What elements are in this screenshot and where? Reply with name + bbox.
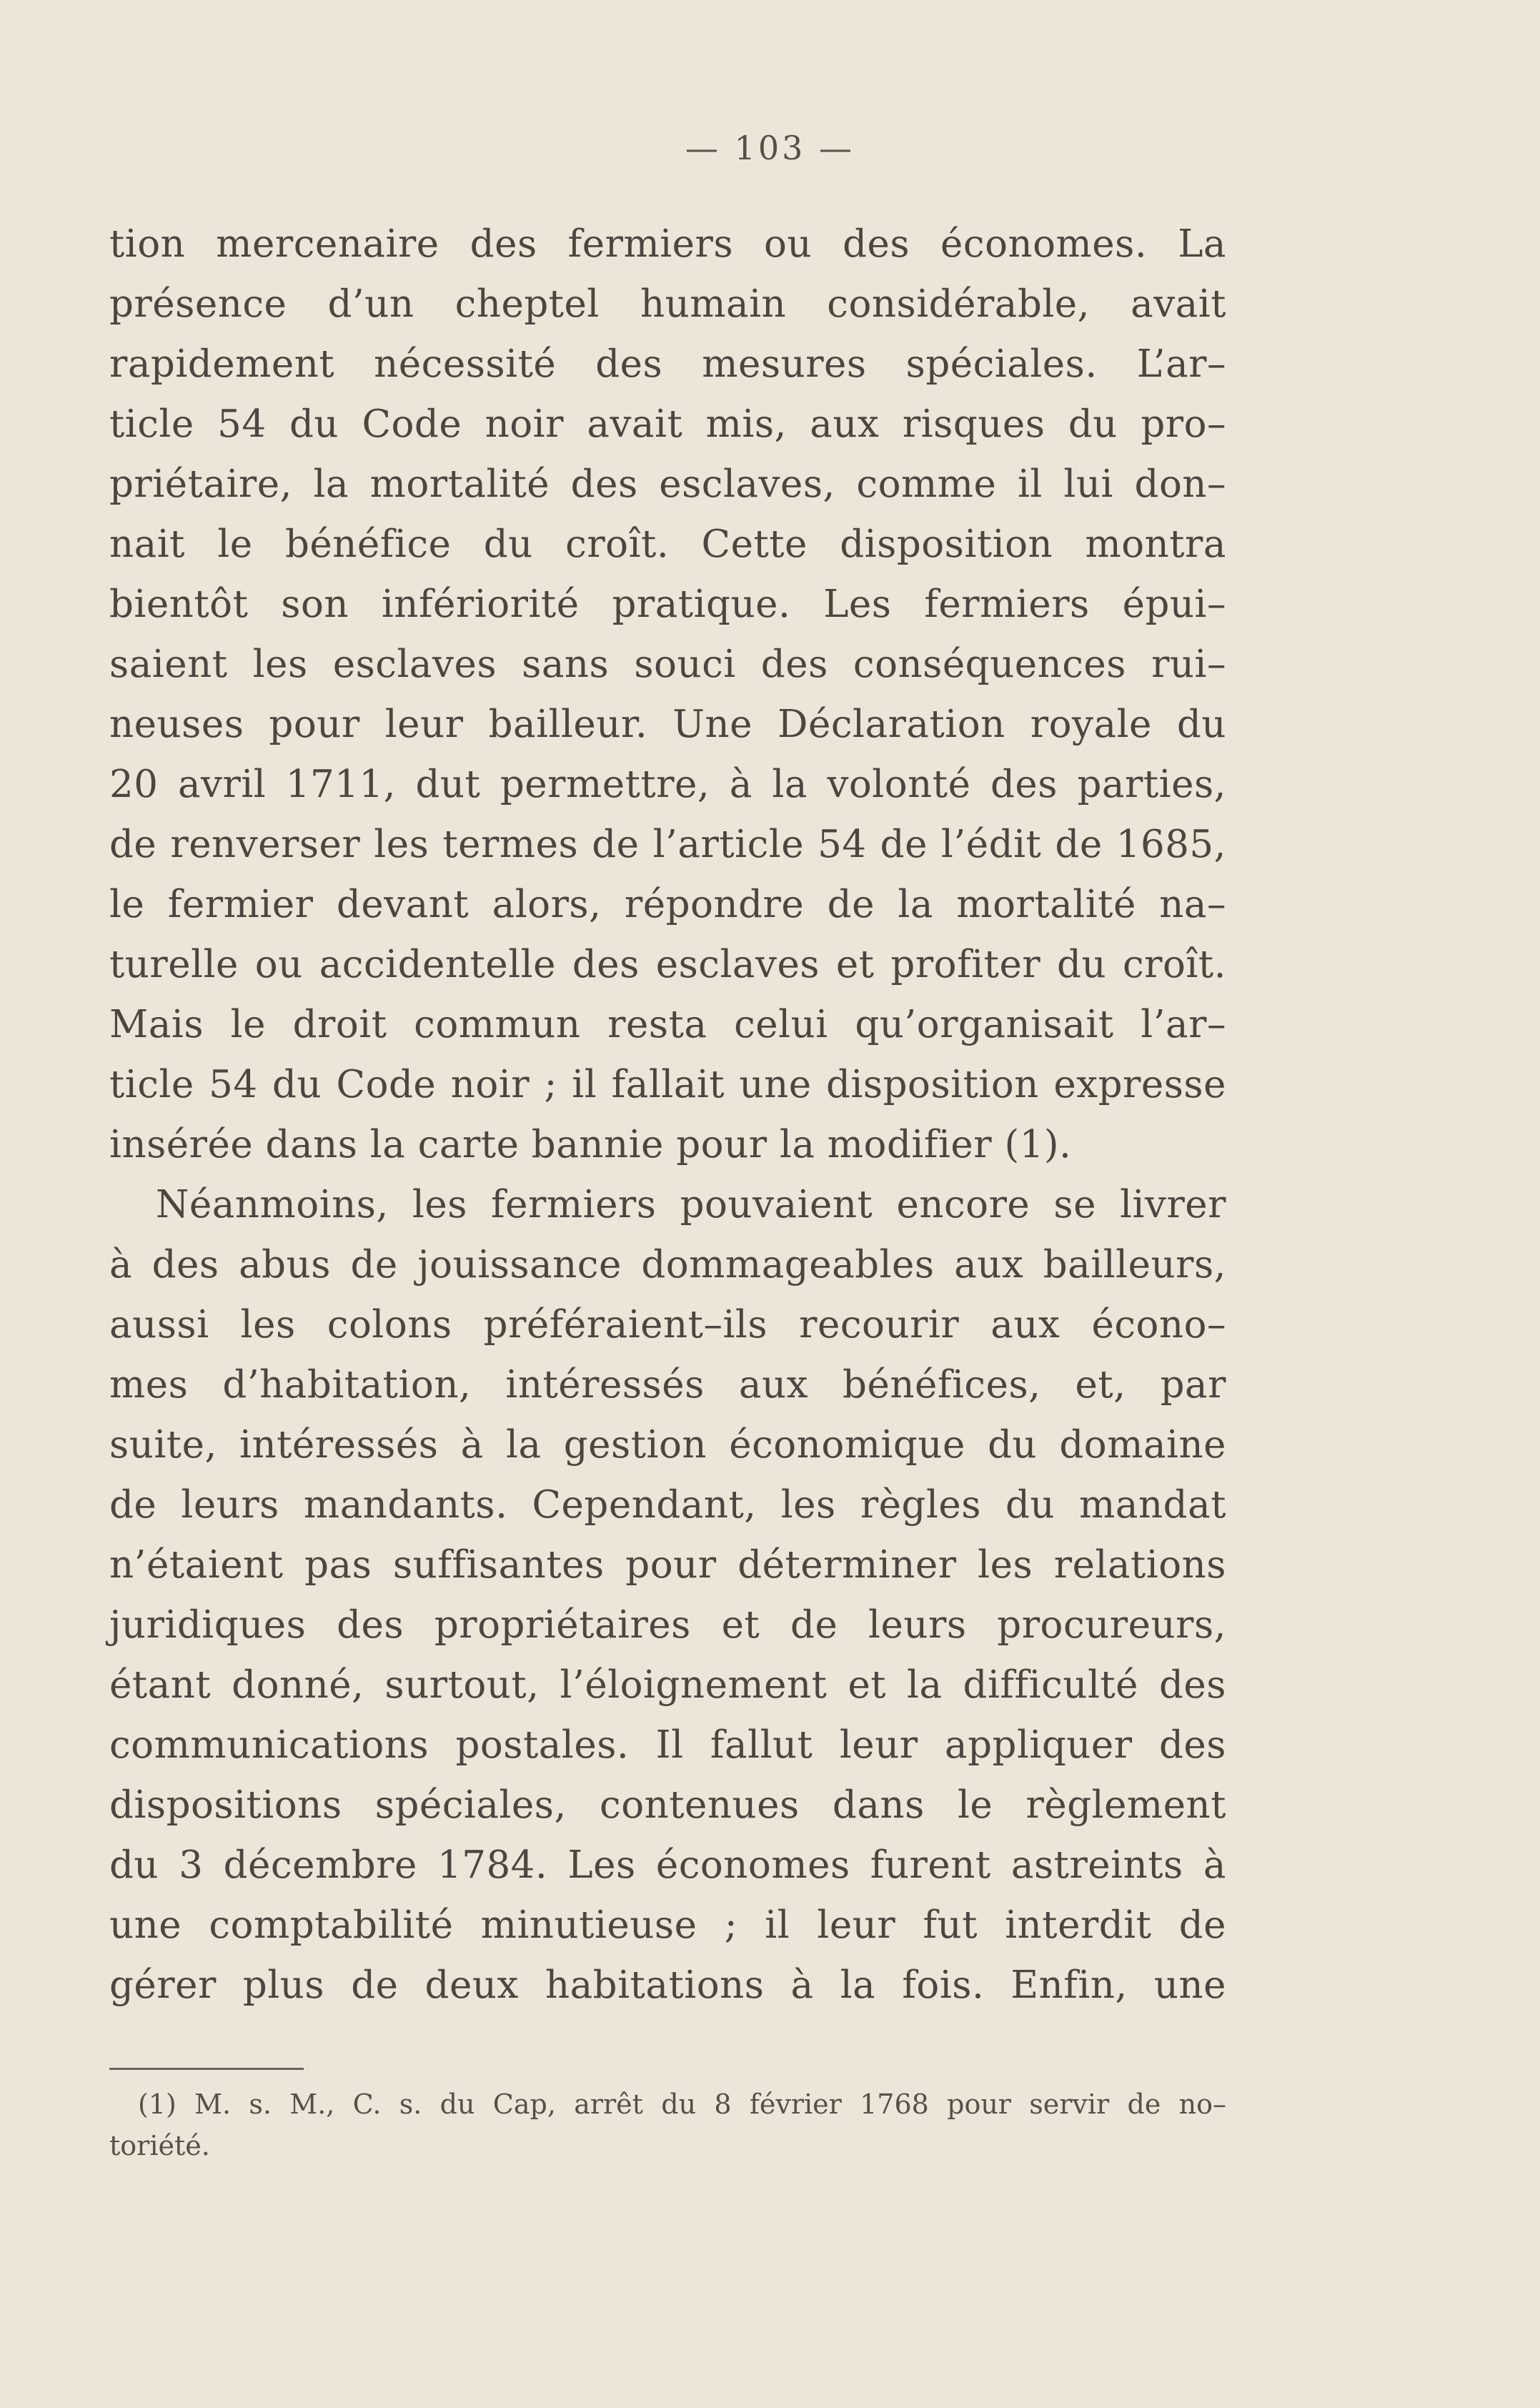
text-line: suite, intéressés à la gestion économique du domaine <box>109 1423 1226 1467</box>
body-text <box>109 214 1226 2016</box>
footnote-line: (1) M. s. M., C. s. du Cap, arrêt du 8 février 1768 pour servir de no– <box>138 2089 1226 2120</box>
text-line: une comptabilité minutieuse ; il leur fut interdit de <box>109 1903 1226 1947</box>
text-line: tion mercenaire des fermiers ou des économes. La <box>109 222 1226 266</box>
text-line: insérée dans la carte bannie pour la modifier (1). <box>109 1123 1072 1166</box>
text-line: présence d’un cheptel humain considérable, avait <box>109 282 1226 326</box>
text-line: Néanmoins, les fermiers pouvaient encore se livrer <box>156 1183 1226 1227</box>
text-line: nait le bénéfice du croît. Cette disposition montra <box>109 522 1226 566</box>
text-line: étant donné, surtout, l’éloignement et la difficulté des <box>109 1663 1226 1707</box>
text-line: saient les esclaves sans souci des conséquences rui– <box>109 643 1226 686</box>
text-line: bientôt son infériorité pratique. Les fermiers épui– <box>109 583 1226 626</box>
text-line: priétaire, la mortalité des esclaves, comme il lui don– <box>109 462 1226 506</box>
footnotes <box>109 2084 1226 2166</box>
text-line: Mais le droit commun resta celui qu’organisait l’ar– <box>109 1003 1226 1046</box>
text-line: de renverser les termes de l’article 54 de l’édit de 1685, <box>109 823 1226 866</box>
text-line: neuses pour leur bailleur. Une Déclaration royale du <box>109 703 1226 746</box>
text-line: turelle ou accidentelle des esclaves et profiter du croît. <box>109 943 1226 986</box>
footnote-divider <box>109 2068 304 2070</box>
text-line: n’étaient pas suffisantes pour déterminer les relations <box>109 1543 1226 1587</box>
text-line: gérer plus de deux habitations à la fois. Enfin, une <box>109 1963 1226 2007</box>
text-line: à des abus de jouissance dommageables aux bailleurs, <box>109 1243 1226 1287</box>
text-line: juridiques des propriétaires et de leurs procureurs, <box>109 1603 1226 1647</box>
text-line: du 3 décembre 1784. Les économes furent astreints à <box>109 1843 1226 1887</box>
text-line: le fermier devant alors, répondre de la mortalité na– <box>109 883 1226 926</box>
text-line: dispositions spéciales, contenues dans le règlement <box>109 1783 1226 1827</box>
text-line: 20 avril 1711, dut permettre, à la volonté des parties, <box>109 763 1226 806</box>
text-line: ticle 54 du Code noir ; il fallait une disposition expresse <box>109 1063 1226 1106</box>
text-line: aussi les colons préféraient–ils recourir aux écono– <box>109 1303 1226 1347</box>
text-line: mes d’habitation, intéressés aux bénéfices, et, par <box>109 1363 1226 1407</box>
text-line: ticle 54 du Code noir avait mis, aux risques du pro– <box>109 402 1226 446</box>
text-line: de leurs mandants. Cependant, les règles du mandat <box>109 1483 1226 1527</box>
page-number: — 103 — <box>685 129 855 167</box>
text-line: rapidement nécessité des mesures spéciales. L’ar– <box>109 342 1226 386</box>
footnote-line: toriété. <box>109 2130 210 2161</box>
text-line: communications postales. Il fallut leur appliquer des <box>109 1723 1226 1767</box>
